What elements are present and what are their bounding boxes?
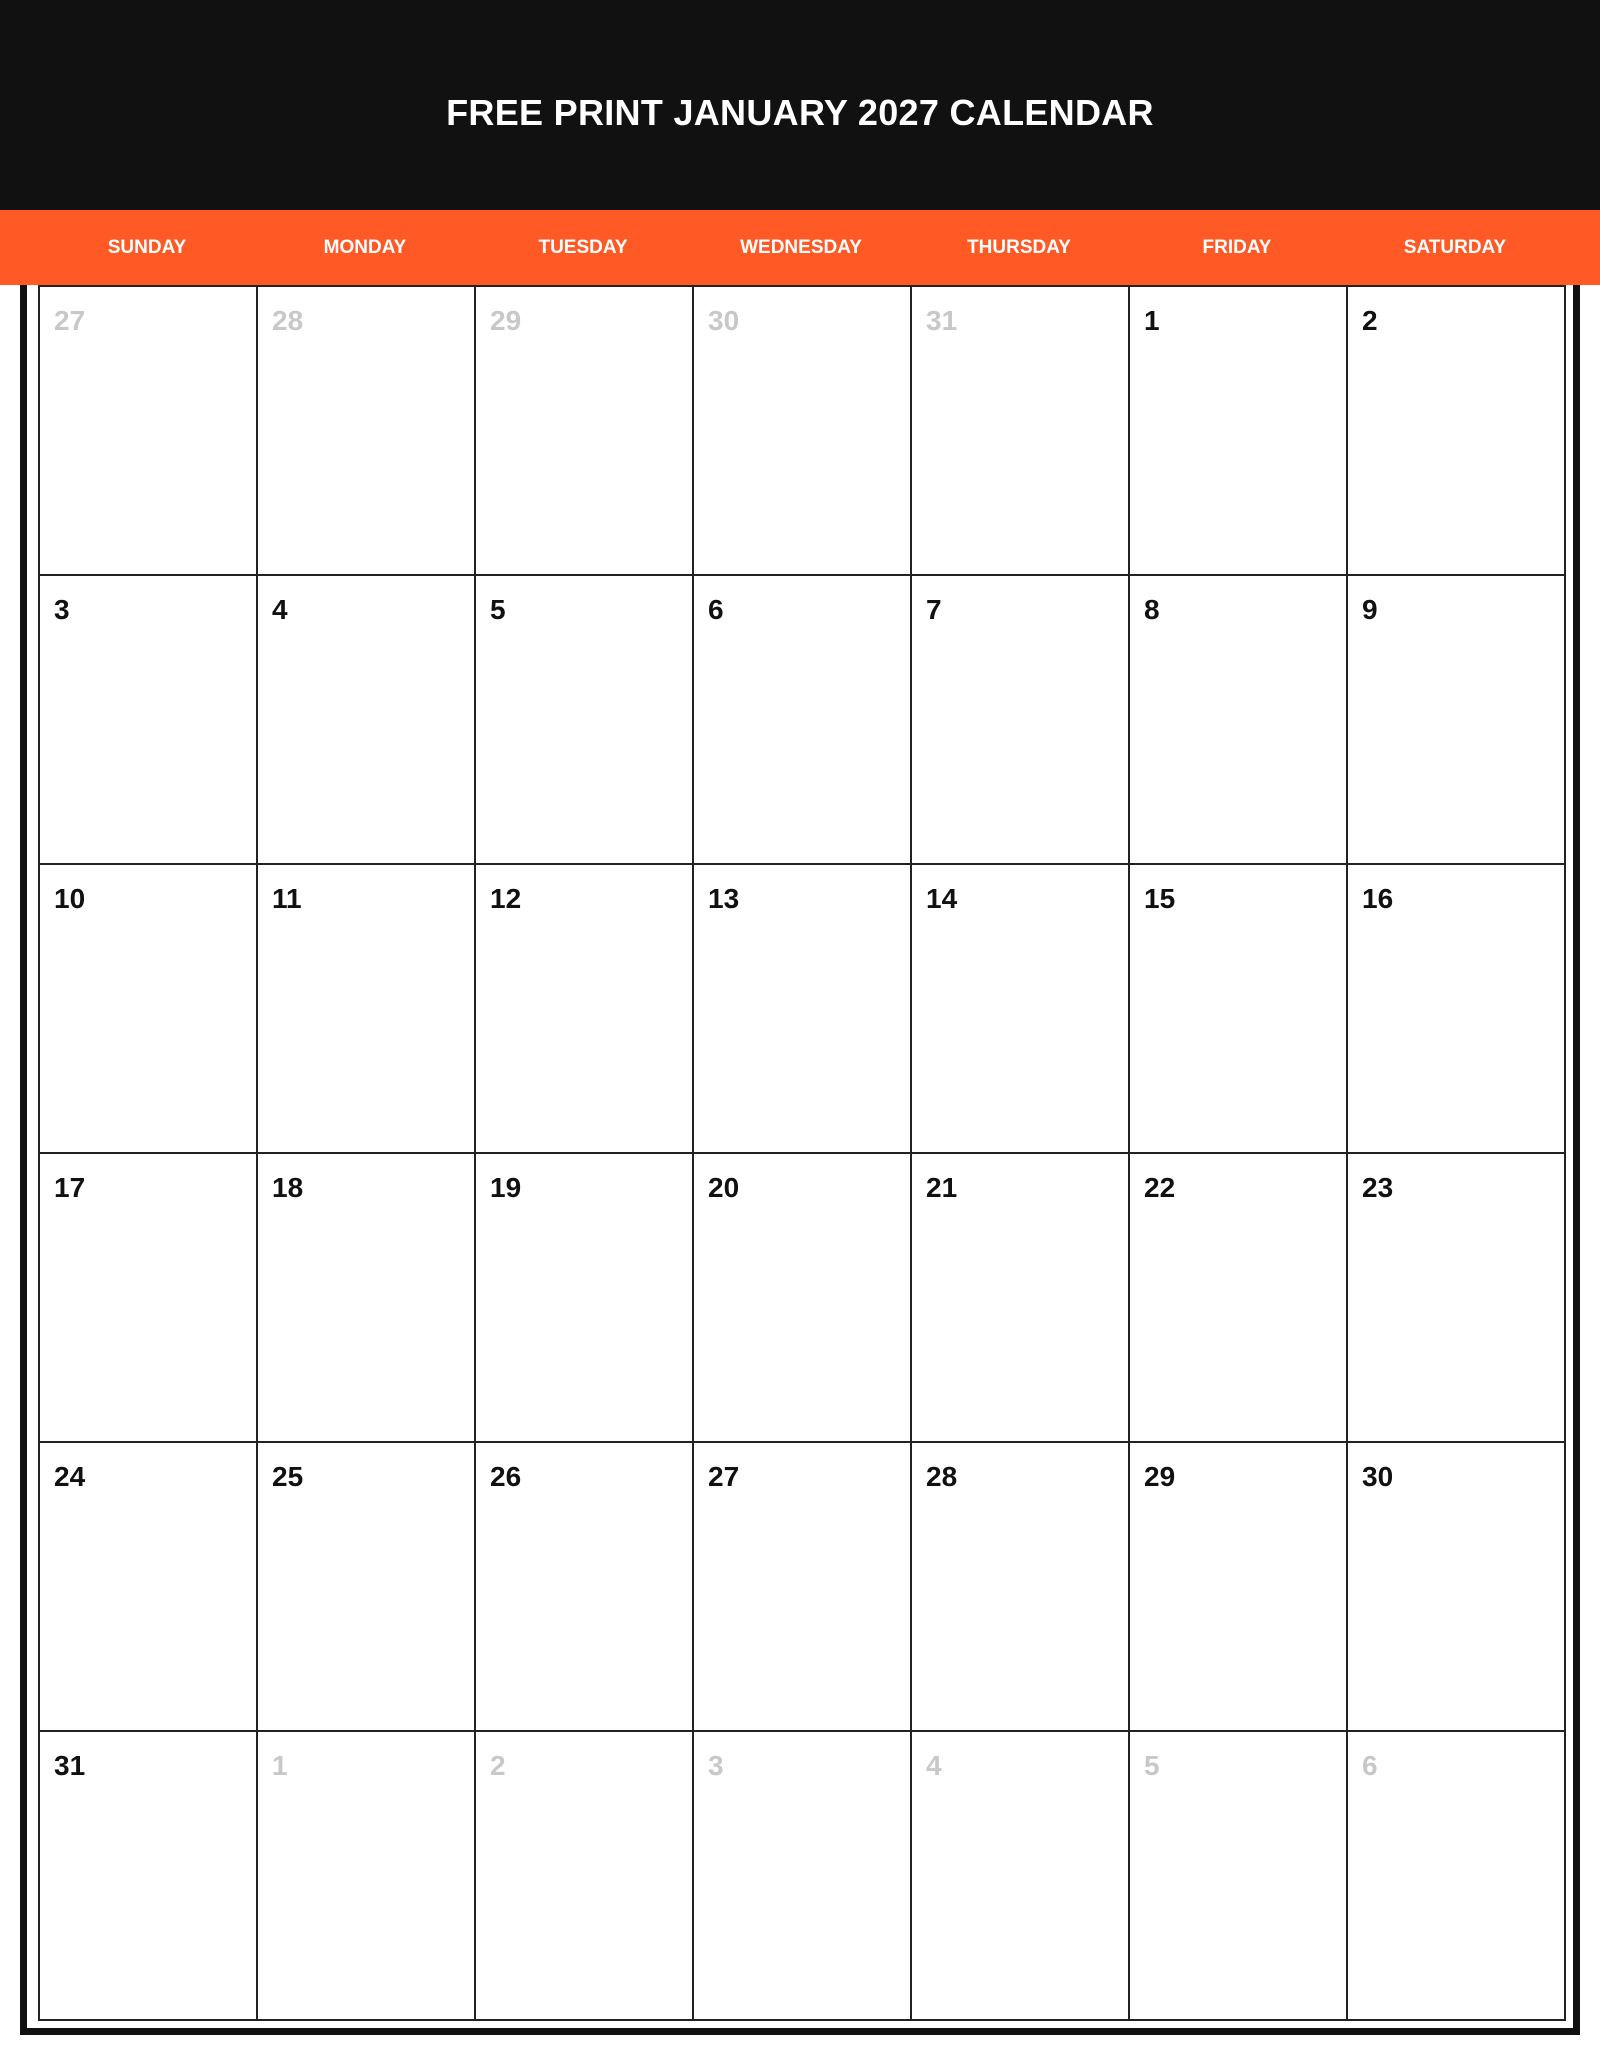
calendar-day-cell xyxy=(38,574,258,865)
day-number: 2 xyxy=(1362,305,1378,336)
day-number: 30 xyxy=(1362,1461,1394,1492)
day-number: 25 xyxy=(272,1461,304,1492)
day-number: 10 xyxy=(54,883,86,914)
day-number: 16 xyxy=(1362,883,1394,914)
calendar-day-cell xyxy=(1346,863,1566,1154)
calendar-day-cell xyxy=(1346,1152,1566,1443)
calendar-day-cell xyxy=(1346,574,1566,865)
day-number: 13 xyxy=(708,883,740,914)
day-number: 24 xyxy=(54,1461,86,1492)
calendar-day-cell xyxy=(1128,574,1348,865)
adjacent-month-day-number: 31 xyxy=(926,305,958,336)
calendar-day-cell xyxy=(256,1152,476,1443)
calendar-day-cell xyxy=(256,285,476,576)
adjacent-month-day-number: 30 xyxy=(708,305,740,336)
calendar-day-cell xyxy=(38,1152,258,1443)
calendar-day-cell xyxy=(474,285,694,576)
day-number: 8 xyxy=(1144,594,1160,625)
calendar-day-cell xyxy=(38,863,258,1154)
weekday-tuesday: TUESDAY xyxy=(538,237,628,258)
calendar-day-cell xyxy=(692,285,912,576)
day-number: 18 xyxy=(272,1172,304,1203)
adjacent-month-day-number: 28 xyxy=(272,305,304,336)
calendar-day-cell xyxy=(38,1730,258,2021)
day-number: 15 xyxy=(1144,883,1176,914)
weekday-saturday: SATURDAY xyxy=(1403,237,1507,258)
day-number: 20 xyxy=(708,1172,740,1203)
calendar-day-cell xyxy=(256,863,476,1154)
day-number: 4 xyxy=(272,594,288,625)
day-number: 22 xyxy=(1144,1172,1176,1203)
calendar-day-cell xyxy=(1128,1730,1348,2021)
calendar-day-cell xyxy=(474,863,694,1154)
day-number: 3 xyxy=(54,594,70,625)
day-number: 9 xyxy=(1362,594,1378,625)
calendar-day-cell xyxy=(910,574,1130,865)
day-number: 19 xyxy=(490,1172,522,1203)
adjacent-month-day-number: 3 xyxy=(708,1750,724,1781)
weekday-thursday: THURSDAY xyxy=(967,237,1071,258)
weekday-friday: FRIDAY xyxy=(1202,237,1272,258)
calendar-day-cell xyxy=(474,1441,694,1732)
adjacent-month-day-number: 29 xyxy=(490,305,522,336)
day-number: 14 xyxy=(926,883,958,914)
adjacent-month-day-number: 1 xyxy=(272,1750,288,1781)
calendar-day-cell xyxy=(910,1730,1130,2021)
calendar-day-cell xyxy=(910,1152,1130,1443)
day-number: 21 xyxy=(926,1172,958,1203)
calendar-day-cell xyxy=(38,285,258,576)
day-number: 5 xyxy=(490,594,506,625)
day-number: 1 xyxy=(1144,305,1160,336)
adjacent-month-day-number: 5 xyxy=(1144,1750,1160,1781)
calendar-day-cell xyxy=(38,1441,258,1732)
calendar-day-cell xyxy=(256,1441,476,1732)
calendar-day-cell xyxy=(1128,1441,1348,1732)
calendar-day-cell xyxy=(692,1441,912,1732)
calendar-day-cell xyxy=(474,1152,694,1443)
day-number: 31 xyxy=(54,1750,86,1781)
calendar-header xyxy=(0,0,1600,210)
calendar-day-cell xyxy=(256,1730,476,2021)
calendar-day-cell xyxy=(1128,863,1348,1154)
day-number: 26 xyxy=(490,1461,522,1492)
calendar-grid xyxy=(38,285,1563,2018)
calendar-day-cell xyxy=(692,863,912,1154)
day-number: 27 xyxy=(708,1461,740,1492)
calendar-title: FREE PRINT JANUARY 2027 CALENDAR xyxy=(446,92,1154,133)
day-number: 6 xyxy=(708,594,724,625)
day-number: 17 xyxy=(54,1172,86,1203)
day-number: 28 xyxy=(926,1461,958,1492)
day-number: 23 xyxy=(1362,1172,1394,1203)
calendar-day-cell xyxy=(474,1730,694,2021)
weekday-wednesday: WEDNESDAY xyxy=(740,237,862,258)
calendar-day-cell xyxy=(1346,1730,1566,2021)
calendar-day-cell xyxy=(1346,285,1566,576)
weekday-monday: MONDAY xyxy=(323,237,407,258)
adjacent-month-day-number: 4 xyxy=(926,1750,942,1781)
adjacent-month-day-number: 2 xyxy=(490,1750,506,1781)
day-number: 7 xyxy=(926,594,942,625)
day-number: 12 xyxy=(490,883,522,914)
calendar-day-cell xyxy=(1346,1441,1566,1732)
calendar-day-cell xyxy=(910,1441,1130,1732)
adjacent-month-day-number: 6 xyxy=(1362,1750,1378,1781)
calendar-day-cell xyxy=(910,285,1130,576)
calendar-day-cell xyxy=(1128,1152,1348,1443)
weekday-sunday: SUNDAY xyxy=(107,237,187,258)
calendar-day-cell xyxy=(692,1730,912,2021)
calendar-day-cell xyxy=(910,863,1130,1154)
adjacent-month-day-number: 27 xyxy=(54,305,86,336)
calendar-day-cell xyxy=(256,574,476,865)
calendar-day-cell xyxy=(692,1152,912,1443)
calendar-day-cell xyxy=(1128,285,1348,576)
day-number: 29 xyxy=(1144,1461,1176,1492)
calendar-day-cell xyxy=(692,574,912,865)
calendar-day-cell xyxy=(474,574,694,865)
weekday-bar xyxy=(0,210,1600,285)
day-number: 11 xyxy=(272,883,302,914)
